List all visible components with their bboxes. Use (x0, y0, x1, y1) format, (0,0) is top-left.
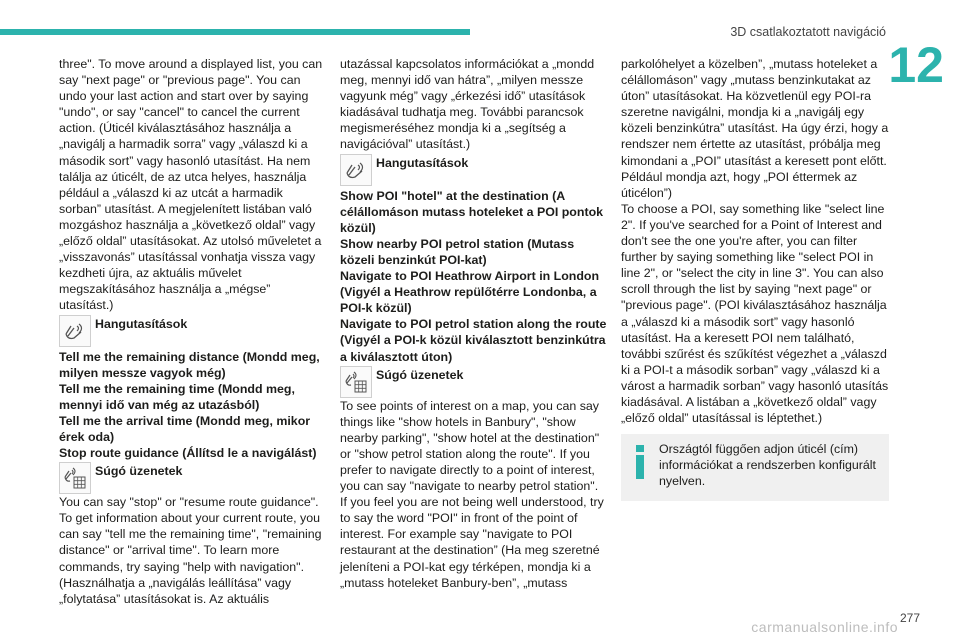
help-messages-label: Súgó üzenetek (376, 367, 464, 382)
paragraph: three". To move around a displayed list, you can say "next page" or "previous page". You can undo your last action and start over by saying "undo", or say "cancel" to cancel the current action. (Úticél kiválasztásához használja a „navigálj a harmadik sorra” vagy „válaszd ki a második sort” vagy hasonló utasítást. Ha nem találja az úticélt, de az utca helyes, használja például a „válaszd ki az utcát a harmadik sorban” utasítást. A megjelenített listában való mozgáshoz használja a „következő oldal” vagy „előző oldal” utasításokat. Az utolsó műveletet a „visszavonás” utasítással vonhatja vissza vagy kezdheti újra, az aktuális művelet megszakításához használja a „mégse” utasítást.) (59, 57, 323, 313)
page-number: 277 (899, 611, 920, 625)
command-item: Navigate to POI Heathrow Airport in London (Vigyél a Heathrow repülőtérre Londonba, a POI-k közül) (340, 269, 600, 316)
info-note-box (621, 434, 889, 501)
column-2 (340, 56, 608, 591)
command-item: Show nearby POI petrol station (Mutass közeli benzinkút POI-kat) (340, 236, 575, 267)
voice-commands-label: Hangutasítások (376, 155, 469, 170)
command-item: Stop route guidance (Állítsd le a navigálást) (59, 446, 317, 461)
command-item: Tell me the remaining time (Mondd meg, mennyi idő van még az utazásból) (59, 381, 295, 412)
command-item: Tell me the arrival time (Mondd meg, mikor érek oda) (59, 413, 311, 444)
voice-commands-heading (59, 315, 327, 347)
help-messages-icon (340, 366, 372, 398)
chapter-number: 12 (888, 37, 944, 93)
voice-command-icon (340, 154, 372, 186)
info-icon (633, 445, 647, 479)
command-item: Tell me the remaining distance (Mondd meg, milyen messze vagyok még) (59, 349, 320, 380)
info-note-text: Országtól függően adjon úticél (cím) információkat a rendszerben konfigurált nyelven. (659, 442, 876, 489)
voice-commands-heading (340, 154, 608, 186)
paragraph: To see points of interest on a map, you can say things like "show hotels in Banbury", "show nearby parking", "show hotel at the destination" or "show petrol station along the route". If you prefer to navigate directly to a point of interest, you can say "navigate to nearby petrol station". If you feel you are not being well understood, try to say the word "POI" in front of the point of interest. For example say "navigate to POI restaurant at the destination” (Ha meg szeretné jeleníteni a POI-kat egy térképen, mondja ki a „mutass hoteleket Banbury-ben”, „mutass (340, 398, 604, 590)
watermark: carmanualsonline.info (751, 619, 898, 635)
header-accent-bar (0, 29, 470, 35)
voice-commands-label: Hangutasítások (95, 316, 188, 331)
help-messages-heading (59, 462, 327, 494)
column-3 (621, 56, 889, 501)
column-1 (59, 56, 327, 607)
section-title: 3D csatlakoztatott navigáció (730, 25, 886, 39)
paragraph: parkolóhelyet a közelben”, „mutass hoteleket a célállomáson” vagy „mutass benzinkutakat az úton” utasításokat. Ha közvetlenül egy POI-ra szeretne navigálni, mondja ki a „navigálj egy közeli benzinkútra” utasítást. Ha úgy érzi, hogy a rendszer nem értette az utasítást, próbálja meg kimondani a „POI” utasítást a keresett pont előtt. Például mondja azt, hogy „POI éttermek az úticélon”) (621, 57, 889, 200)
help-messages-icon (59, 462, 91, 494)
help-messages-label: Súgó üzenetek (95, 464, 183, 479)
voice-command-icon (59, 315, 91, 347)
paragraph: utazással kapcsolatos információkat a „mondd meg, mennyi idő van hátra”, „milyen messze vagyunk még” vagy „érkezési idő” utasítások kiadásával tudhatja meg. További parancsok megismeréséhez mondja ki a „segítség a navigációval” utasítást.) (340, 57, 595, 152)
command-item: Show POI "hotel" at the destination (A célállomáson mutass hoteleket a POI pontok közül) (340, 188, 604, 235)
help-messages-heading (340, 366, 608, 398)
paragraph: To choose a POI, say something like "select line 2". If you've searched for a Point of Interest and don't see the one you're after, you can filter further by saying something like "select POI in line 2", or "select the city in line 3". You can also scroll through the list by saying "next page" or "previous page". (POI kiválasztásához használja a „válaszd ki a második sort” vagy hasonló utasítást. Ha a keresett POI nem található, további szűrést és szűkítést végezhet a „válaszd ki a POI-t a második sorban” vagy „válaszd ki a várost a harmadik sorban” vagy hasonló utasítás kiadásával. A listában a „következő oldal” vagy „előző oldal” utasítással is léptethet.) (621, 201, 889, 426)
paragraph: You can say "stop" or "resume route guidance". To get information about your current route, you can say "tell me the remaining time", "remaining distance" or "arrival time". To learn more commands, try saying "help with navigation". (Használhatja a „navigálás leállítása” vagy „folytatása” utasításokat is. Az aktuális (59, 495, 322, 606)
command-item: Navigate to POI petrol station along the route (Vigyél a POI-k közül kiválasztott benzinkútra a kiválasztott úton) (340, 317, 607, 364)
